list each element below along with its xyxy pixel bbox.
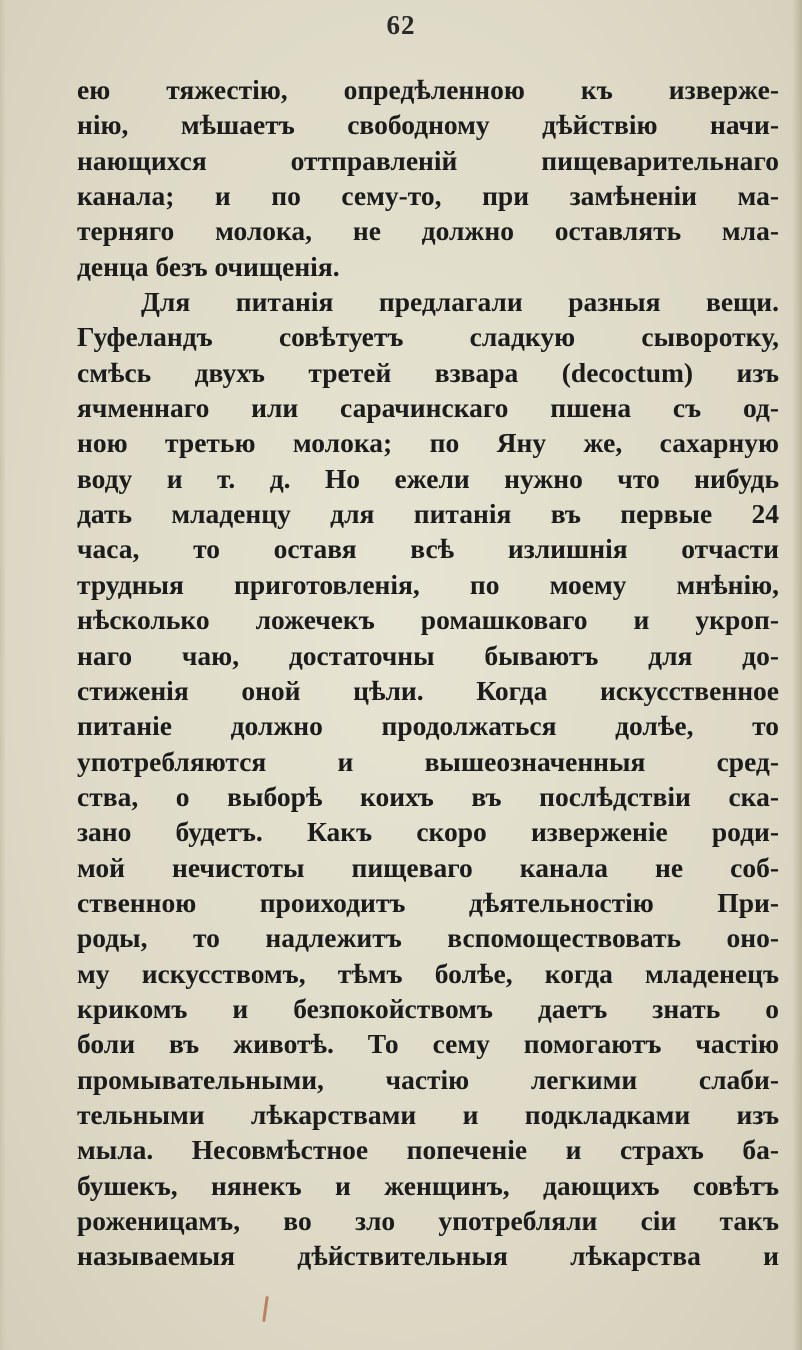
page-left-edge-shadow bbox=[0, 0, 6, 1350]
text-line: ственною проиходитъ дѣятельностію При- bbox=[77, 886, 779, 918]
text-line: стиженія оной цѣли. Когда искусственное bbox=[77, 674, 779, 706]
text-line: бушекъ, нянекъ и женщинъ, дающихъ совѣтъ bbox=[77, 1169, 779, 1201]
text-line: ею тяжестію, опредѣленною къ изверже- bbox=[77, 74, 779, 105]
page-right-edge-shadow bbox=[792, 0, 802, 1350]
text-line: денца безъ очищенія. bbox=[77, 250, 340, 282]
text-line: Гуфеландъ совѣтуетъ сладкую сыворотку, bbox=[77, 321, 779, 353]
text-line: ячменнаго или сарачинскаго пшена съ од- bbox=[77, 392, 779, 424]
page-number: 62 bbox=[386, 10, 416, 40]
text-line: зано будетъ. Какъ скоро изверженіе роди- bbox=[77, 816, 779, 848]
text-line: канала; и по сему-то, при замѣненіи ма- bbox=[77, 180, 779, 212]
text-line: дать младенцу для питанія въ первые 24 bbox=[77, 498, 779, 530]
text-line: нію, мѣшаетъ свободному дѣйствію начи- bbox=[77, 109, 779, 141]
text-line: нѣсколько ложечекъ ромашковаго и укроп- bbox=[77, 604, 779, 636]
text-line: часа, то оставя всѣ излишнія отчасти bbox=[77, 533, 779, 565]
body-text bbox=[77, 72, 779, 1274]
text-line: роженицамъ, во зло употребляли сіи такъ bbox=[77, 1205, 779, 1236]
text-line: нающихся оттправленій пищеварительнаго bbox=[77, 144, 779, 176]
text-line: наго чаю, достаточны бываютъ для до- bbox=[77, 639, 779, 671]
text-line: называемыя дѣйствительныя лѣкарства и bbox=[77, 1240, 779, 1272]
text-line: му искусствомъ, тѣмъ болѣе, когда младенецъ bbox=[77, 957, 779, 989]
paragraph-start-line: Для питанія предлагали разныя вещи. bbox=[141, 286, 779, 318]
text-line: промывательными, частію легкими слаби- bbox=[77, 1063, 779, 1095]
text-line: трудныя приготовленія, по моему мнѣнію, bbox=[77, 568, 779, 600]
text-line: мой нечистоты пищеваго канала не соб- bbox=[77, 851, 779, 883]
text-line: терняго молока, не должно оставлять мла- bbox=[77, 215, 779, 247]
text-line: мыла. Несовмѣстное попеченіе и страхъ ба- bbox=[77, 1134, 779, 1166]
text-line: крикомъ и безпокойствомъ даетъ знать о bbox=[77, 992, 779, 1024]
text-line: тельными лѣкарствами и подкладками изъ bbox=[77, 1098, 779, 1130]
text-line: боли въ животѣ. То сему помогаютъ частію bbox=[77, 1028, 779, 1060]
text-line: смѣсь двухъ третей взвара (decoctum) изъ bbox=[77, 356, 779, 388]
text-line: питаніе должно продолжаться долѣе, то bbox=[77, 710, 779, 742]
text-line: употребляются и вышеозначенныя сред- bbox=[77, 745, 779, 777]
text-line: ною третью молока; по Яну же, сахарную bbox=[77, 427, 779, 459]
ink-stain-mark bbox=[262, 1296, 269, 1322]
text-line: воду и т. д. Но ежели нужно что нибудь bbox=[77, 462, 779, 494]
text-line: роды, то надлежитъ вспомоществовать оно- bbox=[77, 922, 779, 954]
text-line: ства, о выборѣ коихъ въ послѣдствіи ска- bbox=[77, 780, 779, 812]
